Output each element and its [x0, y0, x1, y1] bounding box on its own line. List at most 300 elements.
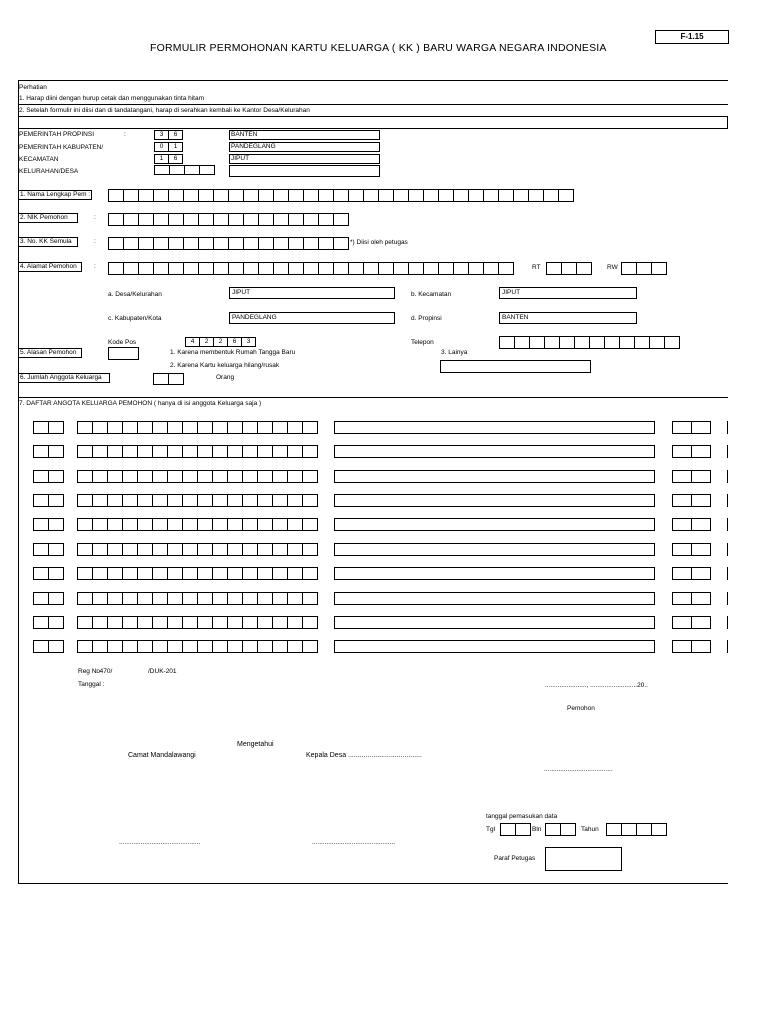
alamat-boxes[interactable]	[108, 262, 513, 272]
member-char-boxes[interactable]	[77, 494, 317, 507]
char-box[interactable]	[273, 237, 289, 250]
char-box[interactable]	[152, 470, 168, 483]
char-box[interactable]	[182, 518, 198, 531]
char-box[interactable]	[212, 592, 228, 605]
char-box[interactable]	[152, 494, 168, 507]
char-box[interactable]	[438, 189, 454, 202]
char-box[interactable]	[691, 518, 711, 531]
kades-signature-line[interactable]: ..............................................	[312, 839, 396, 846]
char-box[interactable]	[77, 445, 93, 458]
char-box[interactable]	[77, 518, 93, 531]
char-box[interactable]	[499, 336, 515, 349]
char-box[interactable]	[257, 592, 273, 605]
char-box[interactable]	[257, 616, 273, 629]
char-box[interactable]	[672, 567, 692, 580]
char-box[interactable]	[137, 421, 153, 434]
char-box[interactable]	[243, 237, 259, 250]
prov-digit-1[interactable]: 3	[154, 130, 169, 140]
kec-name[interactable]: JIPUT	[229, 154, 380, 164]
char-box[interactable]	[453, 262, 469, 275]
jumlah-digit-2[interactable]	[168, 373, 184, 385]
member-name-field[interactable]	[334, 421, 655, 434]
member-char-boxes[interactable]	[672, 592, 710, 605]
char-box[interactable]	[672, 494, 692, 507]
char-box[interactable]	[92, 640, 108, 653]
char-box[interactable]	[107, 592, 123, 605]
char-box[interactable]	[302, 470, 318, 483]
char-box[interactable]	[333, 237, 349, 250]
char-box[interactable]	[92, 567, 108, 580]
char-box[interactable]	[212, 616, 228, 629]
char-box[interactable]	[167, 592, 183, 605]
member-char-boxes[interactable]	[33, 616, 63, 629]
char-box[interactable]	[691, 445, 711, 458]
char-box[interactable]	[167, 543, 183, 556]
char-box[interactable]	[302, 640, 318, 653]
alasan-lainnya-field[interactable]	[440, 360, 591, 373]
char-box[interactable]	[333, 189, 349, 202]
char-box[interactable]	[408, 262, 424, 275]
char-box[interactable]	[287, 470, 303, 483]
char-box[interactable]	[227, 445, 243, 458]
char-box[interactable]	[242, 421, 258, 434]
char-box[interactable]	[138, 213, 154, 226]
telepon-boxes[interactable]	[499, 336, 679, 346]
char-box[interactable]	[287, 494, 303, 507]
member-name-field[interactable]	[334, 543, 655, 556]
char-box[interactable]	[272, 518, 288, 531]
pemohon-signature-line[interactable]: ......................................	[544, 766, 613, 773]
char-box[interactable]	[152, 421, 168, 434]
char-box[interactable]	[107, 518, 123, 531]
char-box[interactable]	[288, 237, 304, 250]
char-box[interactable]	[273, 262, 289, 275]
char-box[interactable]	[302, 543, 318, 556]
char-box[interactable]	[107, 445, 123, 458]
char-box[interactable]	[48, 567, 64, 580]
member-char-boxes[interactable]	[33, 470, 63, 483]
char-box[interactable]	[500, 823, 516, 836]
char-box[interactable]	[483, 262, 499, 275]
kec-digit-1[interactable]: 1	[154, 154, 169, 164]
char-box[interactable]	[468, 189, 484, 202]
rt-boxes[interactable]	[546, 262, 591, 272]
char-box[interactable]	[438, 262, 454, 275]
char-box[interactable]	[137, 518, 153, 531]
date-line[interactable]: ......................., ..........................20..	[545, 682, 648, 689]
kk-boxes[interactable]	[108, 237, 348, 247]
char-box[interactable]	[636, 262, 652, 275]
char-box[interactable]	[302, 445, 318, 458]
member-name-field[interactable]	[334, 470, 655, 483]
char-box[interactable]	[197, 567, 213, 580]
char-box[interactable]	[559, 336, 575, 349]
char-box[interactable]	[288, 189, 304, 202]
char-box[interactable]	[302, 494, 318, 507]
char-box[interactable]	[137, 470, 153, 483]
char-box[interactable]	[122, 470, 138, 483]
char-box[interactable]	[137, 543, 153, 556]
char-box[interactable]	[122, 567, 138, 580]
char-box[interactable]	[122, 543, 138, 556]
char-box[interactable]	[649, 336, 665, 349]
char-box[interactable]	[228, 262, 244, 275]
char-box[interactable]	[664, 336, 680, 349]
kecamatan-field[interactable]: JIPUT	[499, 287, 637, 299]
char-box[interactable]	[287, 518, 303, 531]
char-box[interactable]	[168, 189, 184, 202]
char-box[interactable]	[302, 567, 318, 580]
kodepos-digit-2[interactable]: 2	[199, 337, 214, 347]
char-box[interactable]	[393, 189, 409, 202]
char-box[interactable]	[574, 336, 590, 349]
char-box[interactable]	[77, 592, 93, 605]
char-box[interactable]	[227, 616, 243, 629]
char-box[interactable]	[167, 616, 183, 629]
char-box[interactable]	[33, 470, 49, 483]
member-name-field[interactable]	[334, 518, 655, 531]
char-box[interactable]	[92, 470, 108, 483]
char-box[interactable]	[228, 237, 244, 250]
char-box[interactable]	[672, 518, 692, 531]
char-box[interactable]	[107, 567, 123, 580]
char-box[interactable]	[651, 262, 667, 275]
char-box[interactable]	[152, 616, 168, 629]
member-char-boxes[interactable]	[33, 445, 63, 458]
char-box[interactable]	[272, 445, 288, 458]
member-char-boxes[interactable]	[672, 616, 710, 629]
member-char-boxes[interactable]	[77, 421, 317, 434]
char-box[interactable]	[183, 213, 199, 226]
char-box[interactable]	[546, 262, 562, 275]
char-box[interactable]	[197, 421, 213, 434]
char-box[interactable]	[672, 470, 692, 483]
jumlah-digit-1[interactable]	[153, 373, 169, 385]
char-box[interactable]	[152, 567, 168, 580]
member-name-field[interactable]	[334, 640, 655, 653]
char-box[interactable]	[621, 262, 637, 275]
char-box[interactable]	[77, 470, 93, 483]
char-box[interactable]	[107, 421, 123, 434]
char-box[interactable]	[92, 616, 108, 629]
char-box[interactable]	[651, 823, 667, 836]
char-box[interactable]	[137, 616, 153, 629]
char-box[interactable]	[423, 262, 439, 275]
char-box[interactable]	[318, 189, 334, 202]
char-box[interactable]	[227, 470, 243, 483]
char-box[interactable]	[153, 237, 169, 250]
char-box[interactable]	[545, 823, 561, 836]
prov-digit-2[interactable]: 6	[168, 130, 183, 140]
char-box[interactable]	[48, 494, 64, 507]
char-box[interactable]	[636, 823, 652, 836]
char-box[interactable]	[288, 213, 304, 226]
member-char-boxes[interactable]	[672, 421, 710, 434]
char-box[interactable]	[257, 640, 273, 653]
char-box[interactable]	[212, 421, 228, 434]
char-box[interactable]	[107, 640, 123, 653]
char-box[interactable]	[108, 189, 124, 202]
char-box[interactable]	[272, 543, 288, 556]
char-box[interactable]	[92, 592, 108, 605]
char-box[interactable]	[107, 616, 123, 629]
char-box[interactable]	[213, 262, 229, 275]
char-box[interactable]	[92, 518, 108, 531]
char-box[interactable]	[137, 592, 153, 605]
char-box[interactable]	[33, 567, 49, 580]
char-box[interactable]	[273, 189, 289, 202]
char-box[interactable]	[302, 421, 318, 434]
char-box[interactable]	[272, 640, 288, 653]
member-char-boxes[interactable]	[33, 592, 63, 605]
char-box[interactable]	[303, 262, 319, 275]
char-box[interactable]	[498, 189, 514, 202]
char-box[interactable]	[168, 213, 184, 226]
char-box[interactable]	[48, 640, 64, 653]
char-box[interactable]	[672, 616, 692, 629]
char-box[interactable]	[137, 567, 153, 580]
kab-digit-1[interactable]: 0	[154, 142, 169, 152]
char-box[interactable]	[576, 262, 592, 275]
char-box[interactable]	[197, 494, 213, 507]
char-box[interactable]	[108, 213, 124, 226]
char-box[interactable]	[242, 445, 258, 458]
camat-signature-line[interactable]: .............................................	[119, 839, 201, 846]
char-box[interactable]	[257, 445, 273, 458]
kodepos-digit-4[interactable]: 6	[227, 337, 242, 347]
char-box[interactable]	[691, 567, 711, 580]
char-box[interactable]	[378, 262, 394, 275]
member-char-boxes[interactable]	[672, 640, 710, 653]
char-box[interactable]	[691, 640, 711, 653]
char-box[interactable]	[182, 445, 198, 458]
char-box[interactable]	[197, 470, 213, 483]
member-char-boxes[interactable]	[77, 470, 317, 483]
char-box[interactable]	[182, 640, 198, 653]
char-box[interactable]	[227, 640, 243, 653]
char-box[interactable]	[123, 213, 139, 226]
member-char-boxes[interactable]	[77, 616, 317, 629]
char-box[interactable]	[604, 336, 620, 349]
char-box[interactable]	[182, 543, 198, 556]
char-box[interactable]	[138, 189, 154, 202]
char-box[interactable]	[197, 616, 213, 629]
char-box[interactable]	[287, 616, 303, 629]
char-box[interactable]	[672, 543, 692, 556]
char-box[interactable]	[167, 567, 183, 580]
char-box[interactable]	[691, 421, 711, 434]
char-box[interactable]	[348, 262, 364, 275]
char-box[interactable]	[621, 823, 637, 836]
char-box[interactable]	[672, 445, 692, 458]
member-char-boxes[interactable]	[77, 518, 317, 531]
char-box[interactable]	[318, 213, 334, 226]
char-box[interactable]	[33, 640, 49, 653]
char-box[interactable]	[92, 543, 108, 556]
char-box[interactable]	[242, 518, 258, 531]
char-box[interactable]	[212, 518, 228, 531]
char-box[interactable]	[77, 616, 93, 629]
char-box[interactable]	[302, 616, 318, 629]
member-char-boxes[interactable]	[33, 518, 63, 531]
char-box[interactable]	[48, 543, 64, 556]
char-box[interactable]	[227, 421, 243, 434]
char-box[interactable]	[619, 336, 635, 349]
char-box[interactable]	[272, 421, 288, 434]
char-box[interactable]	[543, 189, 559, 202]
char-box[interactable]	[92, 421, 108, 434]
char-box[interactable]	[122, 445, 138, 458]
char-box[interactable]	[167, 518, 183, 531]
char-box[interactable]	[258, 237, 274, 250]
nama-boxes[interactable]	[108, 189, 573, 199]
kades-label[interactable]: Kepala Desa ......................................	[306, 752, 422, 759]
char-box[interactable]	[333, 262, 349, 275]
char-box[interactable]	[77, 640, 93, 653]
tgl-boxes[interactable]	[500, 823, 530, 833]
char-box[interactable]	[167, 494, 183, 507]
char-box[interactable]	[122, 518, 138, 531]
char-box[interactable]	[348, 189, 364, 202]
char-box[interactable]	[258, 262, 274, 275]
kel-name[interactable]	[229, 165, 380, 177]
char-box[interactable]	[123, 262, 139, 275]
char-box[interactable]	[48, 421, 64, 434]
bln-boxes[interactable]	[545, 823, 575, 833]
char-box[interactable]	[272, 567, 288, 580]
char-box[interactable]	[318, 237, 334, 250]
char-box[interactable]	[672, 640, 692, 653]
char-box[interactable]	[48, 592, 64, 605]
member-char-boxes[interactable]	[672, 567, 710, 580]
char-box[interactable]	[258, 213, 274, 226]
char-box[interactable]	[453, 189, 469, 202]
char-box[interactable]	[168, 262, 184, 275]
char-box[interactable]	[303, 189, 319, 202]
char-box[interactable]	[77, 494, 93, 507]
char-box[interactable]	[243, 262, 259, 275]
char-box[interactable]	[242, 640, 258, 653]
char-box[interactable]	[182, 470, 198, 483]
char-box[interactable]	[108, 262, 124, 275]
char-box[interactable]	[167, 640, 183, 653]
char-box[interactable]	[561, 262, 577, 275]
member-char-boxes[interactable]	[33, 494, 63, 507]
char-box[interactable]	[122, 592, 138, 605]
char-box[interactable]	[167, 470, 183, 483]
char-box[interactable]	[183, 237, 199, 250]
char-box[interactable]	[137, 445, 153, 458]
char-box[interactable]	[672, 592, 692, 605]
char-box[interactable]	[272, 494, 288, 507]
char-box[interactable]	[77, 567, 93, 580]
char-box[interactable]	[167, 445, 183, 458]
char-box[interactable]	[33, 421, 49, 434]
desa-field[interactable]: JIPUT	[229, 287, 395, 299]
char-box[interactable]	[197, 518, 213, 531]
char-box[interactable]	[691, 616, 711, 629]
char-box[interactable]	[137, 640, 153, 653]
char-box[interactable]	[183, 189, 199, 202]
char-box[interactable]	[138, 237, 154, 250]
char-box[interactable]	[153, 189, 169, 202]
char-box[interactable]	[302, 518, 318, 531]
char-box[interactable]	[423, 189, 439, 202]
char-box[interactable]	[198, 237, 214, 250]
kab-name[interactable]: PANDEGLANG	[229, 142, 380, 152]
char-box[interactable]	[257, 494, 273, 507]
char-box[interactable]	[138, 262, 154, 275]
member-name-field[interactable]	[334, 616, 655, 629]
char-box[interactable]	[303, 237, 319, 250]
member-char-boxes[interactable]	[77, 592, 317, 605]
char-box[interactable]	[287, 592, 303, 605]
char-box[interactable]	[197, 592, 213, 605]
char-box[interactable]	[198, 189, 214, 202]
member-char-boxes[interactable]	[672, 494, 710, 507]
char-box[interactable]	[107, 494, 123, 507]
char-box[interactable]	[48, 616, 64, 629]
char-box[interactable]	[197, 543, 213, 556]
char-box[interactable]	[77, 421, 93, 434]
char-box[interactable]	[243, 189, 259, 202]
kodepos-digit-5[interactable]: 3	[241, 337, 256, 347]
member-char-boxes[interactable]	[672, 470, 710, 483]
char-box[interactable]	[242, 592, 258, 605]
char-box[interactable]	[287, 543, 303, 556]
char-box[interactable]	[152, 640, 168, 653]
member-name-field[interactable]	[334, 592, 655, 605]
char-box[interactable]	[182, 494, 198, 507]
nik-boxes[interactable]	[108, 213, 348, 223]
char-box[interactable]	[287, 640, 303, 653]
char-box[interactable]	[378, 189, 394, 202]
char-box[interactable]	[122, 640, 138, 653]
char-box[interactable]	[92, 445, 108, 458]
char-box[interactable]	[123, 189, 139, 202]
char-box[interactable]	[152, 445, 168, 458]
propinsi-field[interactable]: BANTEN	[499, 312, 637, 324]
char-box[interactable]	[257, 518, 273, 531]
char-box[interactable]	[288, 262, 304, 275]
tahun-boxes[interactable]	[606, 823, 666, 833]
char-box[interactable]	[182, 592, 198, 605]
char-box[interactable]	[272, 470, 288, 483]
rw-boxes[interactable]	[621, 262, 666, 272]
paraf-box[interactable]	[545, 847, 622, 871]
member-char-boxes[interactable]	[672, 518, 710, 531]
char-box[interactable]	[483, 189, 499, 202]
char-box[interactable]	[242, 494, 258, 507]
char-box[interactable]	[77, 543, 93, 556]
char-box[interactable]	[107, 543, 123, 556]
char-box[interactable]	[33, 445, 49, 458]
char-box[interactable]	[287, 445, 303, 458]
member-name-field[interactable]	[334, 445, 655, 458]
char-box[interactable]	[672, 421, 692, 434]
char-box[interactable]	[691, 592, 711, 605]
char-box[interactable]	[33, 592, 49, 605]
char-box[interactable]	[242, 616, 258, 629]
char-box[interactable]	[212, 494, 228, 507]
char-box[interactable]	[152, 543, 168, 556]
char-box[interactable]	[302, 592, 318, 605]
char-box[interactable]	[515, 823, 531, 836]
char-box[interactable]	[153, 262, 169, 275]
char-box[interactable]	[198, 213, 214, 226]
char-box[interactable]	[197, 640, 213, 653]
char-box[interactable]	[212, 543, 228, 556]
